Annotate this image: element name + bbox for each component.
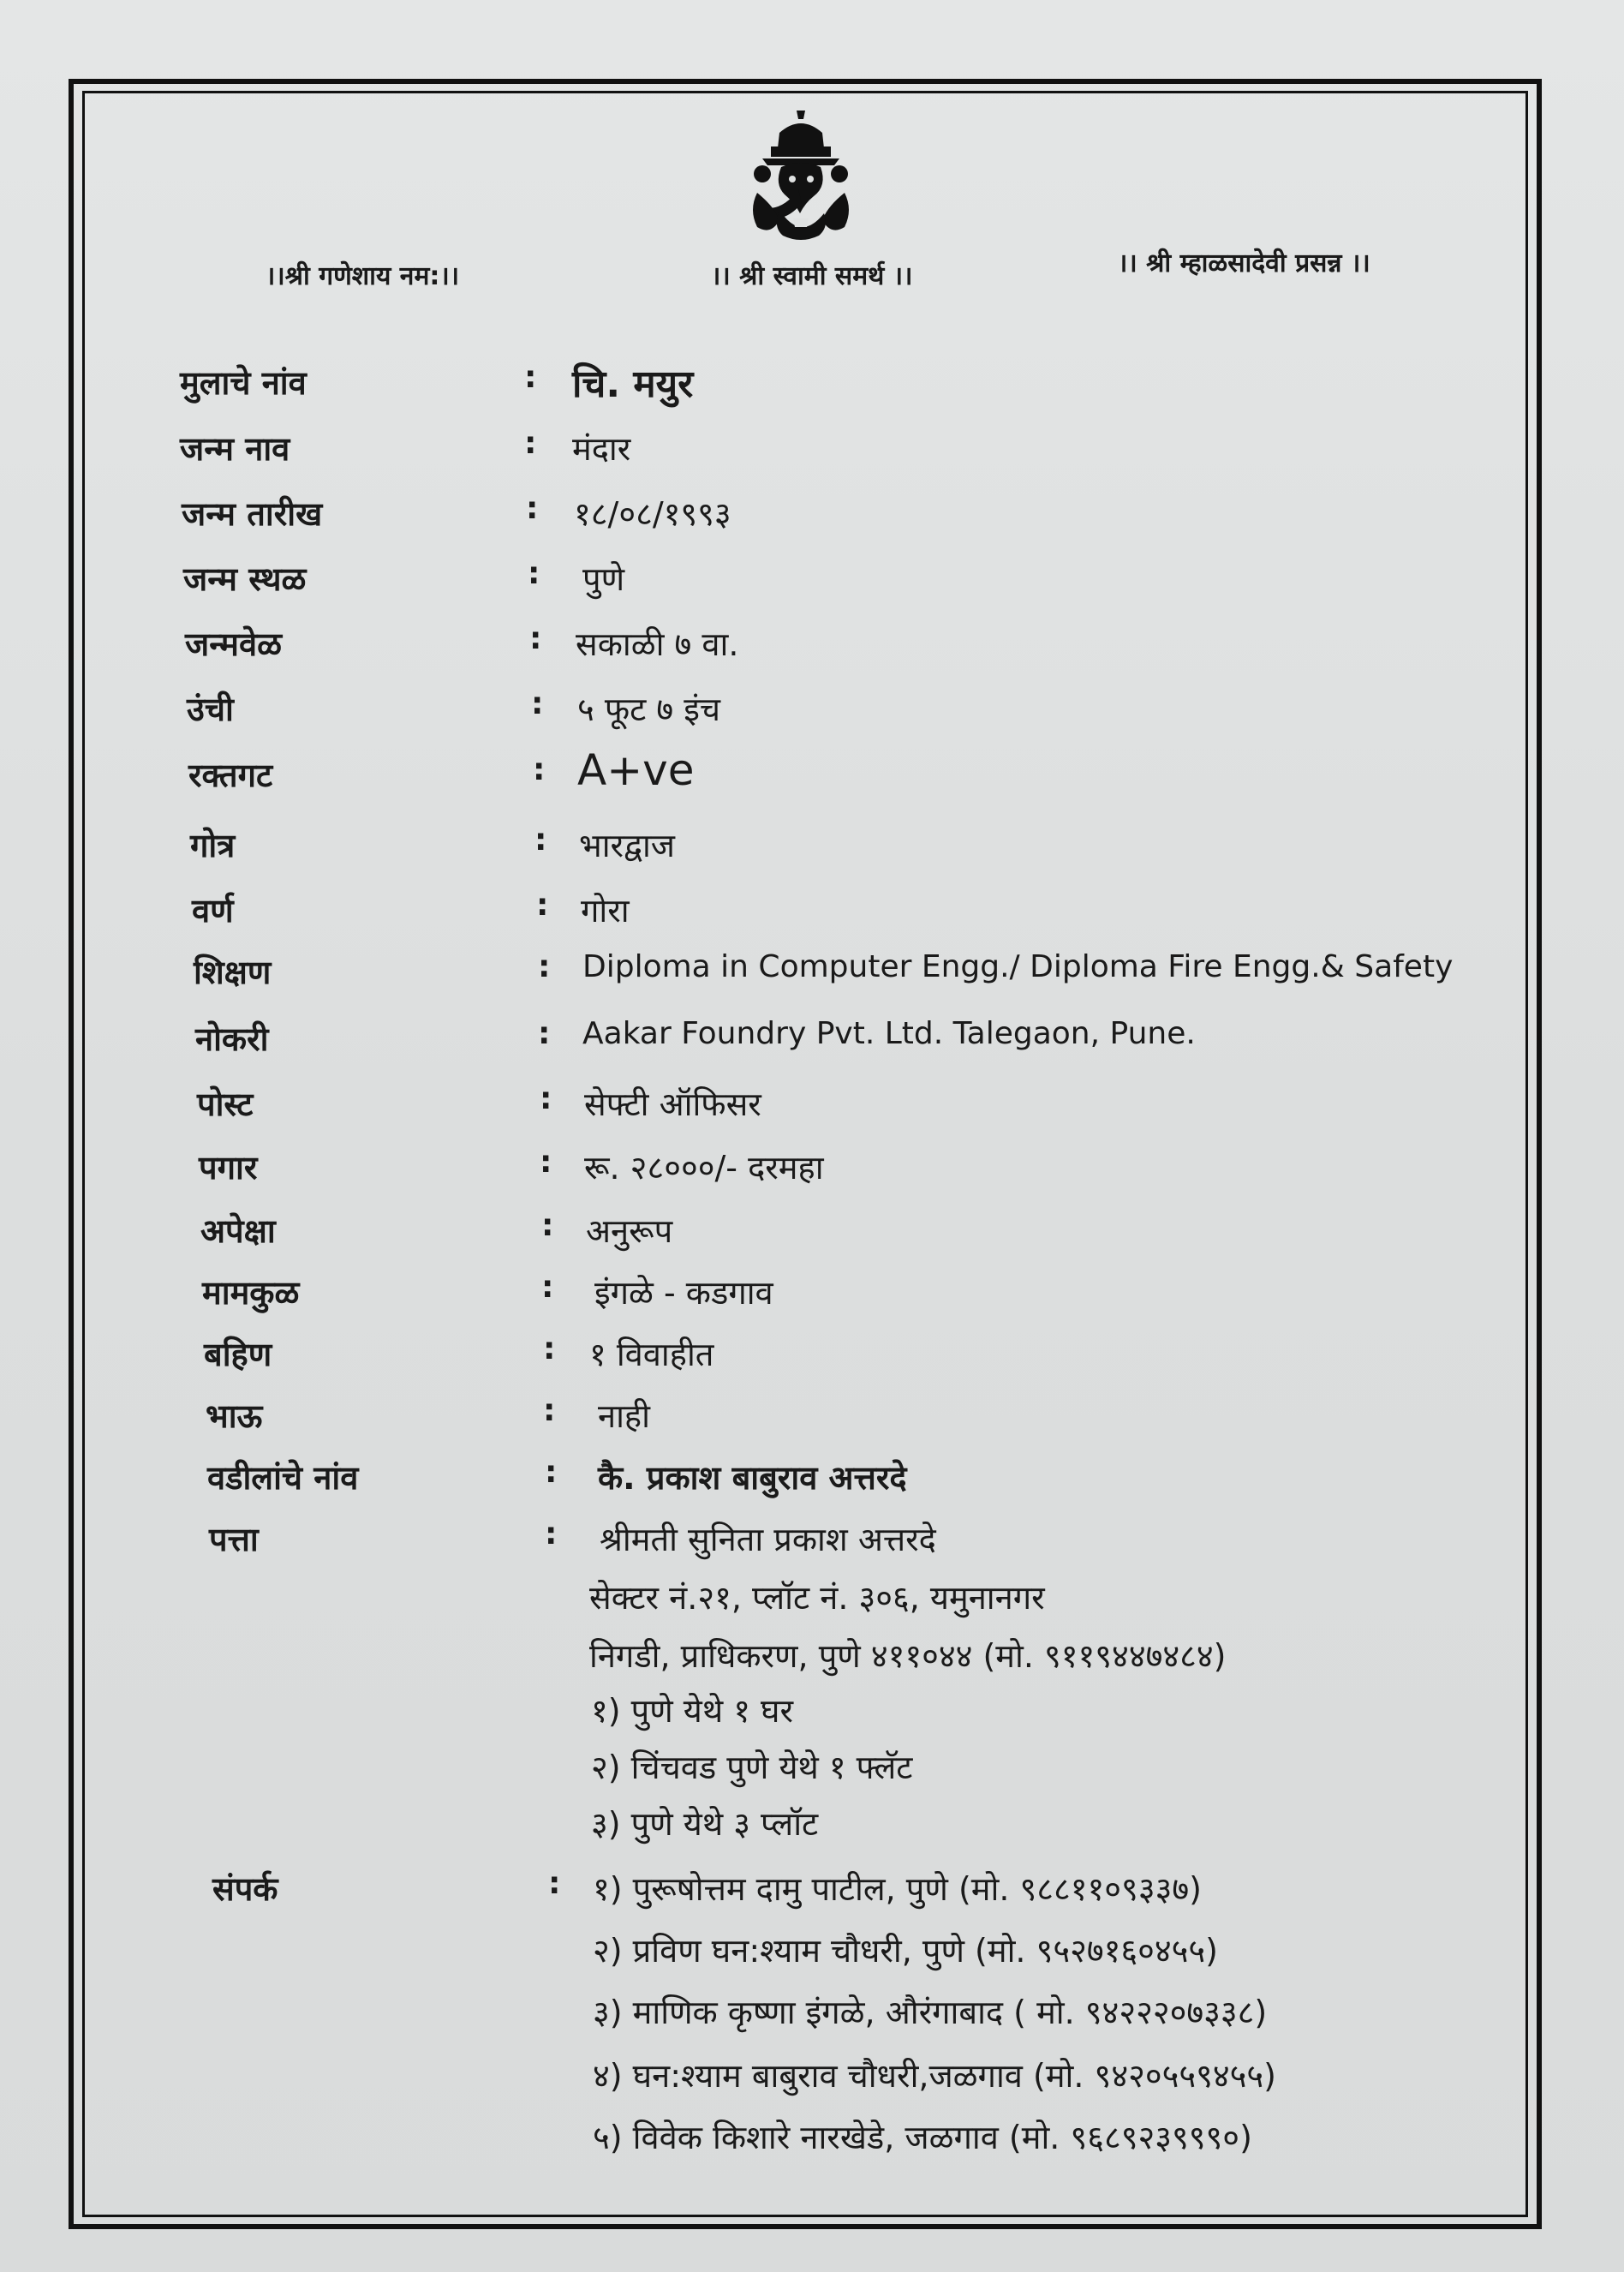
contact-line: ३) माणिक कृष्णा इंगळे, औरंगाबाद ( मो. ९४२२२०७३३८) xyxy=(593,1994,1268,2031)
field-row xyxy=(0,1331,1624,1391)
field-value: इंगळे - कडगाव xyxy=(594,1274,773,1312)
field-value: चि. मयुर xyxy=(572,362,694,406)
field-value: कै. प्रकाश बाबुराव अत्तरदे xyxy=(598,1459,907,1497)
property-line: १) पुणे येथे १ घर xyxy=(591,1692,794,1730)
blessing-swami-samarth: ।। श्री स्वामी समर्थ ।। xyxy=(711,261,913,291)
field-label: जन्म तारीख xyxy=(182,495,323,533)
field-row xyxy=(0,556,1624,616)
contact-line: ४) घन:श्याम बाबुराव चौधरी,जळगाव (मो. ९४२०५५९४५५) xyxy=(593,2057,1276,2095)
field-separator: : xyxy=(545,1516,558,1552)
field-value: Aakar Foundry Pvt. Ltd. Talegaon, Pune. xyxy=(582,1016,1196,1051)
field-row xyxy=(0,1081,1624,1141)
field-row xyxy=(0,621,1624,681)
field-row xyxy=(0,1866,1624,1926)
field-row xyxy=(0,1393,1624,1453)
field-separator: : xyxy=(538,1016,551,1051)
field-separator: : xyxy=(545,1455,558,1490)
field-row xyxy=(0,686,1624,746)
field-value: १) पुरूषोत्तम दामु पाटील, पुणे (मो. ९८८११०९३३७) xyxy=(593,1870,1202,1908)
field-label: पत्ता xyxy=(209,1521,259,1558)
field-label: अपेक्षा xyxy=(200,1212,276,1250)
field-label: जन्म नाव xyxy=(180,430,290,468)
field-row xyxy=(0,491,1624,551)
field-row xyxy=(0,1145,1624,1205)
field-label: बहिण xyxy=(204,1336,272,1373)
field-separator: : xyxy=(526,491,539,526)
field-row xyxy=(0,949,1624,1009)
field-row xyxy=(0,822,1624,882)
field-separator: : xyxy=(524,360,537,395)
field-label: पोस्ट xyxy=(197,1085,254,1123)
field-separator: : xyxy=(531,686,544,721)
field-row xyxy=(0,1455,1624,1515)
field-label: नोकरी xyxy=(195,1020,269,1058)
field-value: Diploma in Computer Engg./ Diploma Fire Engg.& Safety xyxy=(582,949,1454,984)
field-label: पगार xyxy=(199,1149,258,1187)
field-row xyxy=(0,1270,1624,1330)
contact-line: २) प्रविण घन:श्याम चौधरी, पुणे (मो. ९५२७१६०४५५) xyxy=(593,1932,1218,1970)
field-label: मुलाचे नांव xyxy=(180,364,307,402)
field-separator: : xyxy=(529,621,542,656)
field-value: पुणे xyxy=(582,560,625,598)
blessing-mhalsadevi: ।। श्री म्हाळसादेवी प्रसन्न ।। xyxy=(1118,248,1370,278)
field-value: १ विवाहीत xyxy=(589,1336,714,1373)
field-row xyxy=(0,888,1624,948)
field-value: अनुरूप xyxy=(586,1212,673,1250)
field-label: शिक्षण xyxy=(194,954,272,991)
field-separator: : xyxy=(543,1393,556,1428)
address-line: सेक्टर नं.२१, प्लॉट नं. ३०६, यमुनानगर xyxy=(589,1579,1045,1617)
field-separator: : xyxy=(541,1270,554,1305)
field-separator: : xyxy=(534,822,547,858)
field-separator: : xyxy=(543,1331,556,1366)
field-row xyxy=(0,1516,1624,1576)
field-value: रू. २८०००/- दरमहा xyxy=(584,1149,824,1187)
field-row xyxy=(0,1208,1624,1268)
field-value: श्रीमती सुनिता प्रकाश अत्तरदे xyxy=(600,1521,936,1558)
field-label: रक्तगट xyxy=(188,756,273,794)
address-line: निगडी, प्राधिकरण, पुणे ४११०४४ (मो. ९११९४४७४८४) xyxy=(589,1637,1227,1675)
field-separator: : xyxy=(548,1866,561,1901)
field-value: भारद्वाज xyxy=(579,827,675,864)
field-separator: : xyxy=(541,1208,554,1243)
field-value: A+ve xyxy=(577,745,695,795)
field-separator: : xyxy=(540,1145,552,1180)
field-label: जन्मवेळ xyxy=(185,625,283,663)
field-separator: : xyxy=(533,752,546,787)
contact-line: ५) विवेक किशारे नारखेडे, जळगाव (मो. ९६८९२३९९९०) xyxy=(593,2119,1252,2156)
field-separator: : xyxy=(540,1081,552,1116)
field-row xyxy=(0,1016,1624,1076)
field-value: मंदार xyxy=(572,430,631,468)
field-value: ५ फूट ७ इंच xyxy=(577,691,720,728)
field-label: भाऊ xyxy=(206,1397,263,1435)
ganesh-icon xyxy=(745,107,857,244)
field-label: उंची xyxy=(187,691,234,728)
field-row xyxy=(0,426,1624,486)
field-value: गोरा xyxy=(581,892,630,930)
blessing-ganesh: ।।श्री गणेशाय नम:।। xyxy=(266,261,460,291)
field-value: सेफ्टी ऑफिसर xyxy=(584,1085,761,1123)
property-line: ३) पुणे येथे ३ प्लॉट xyxy=(591,1805,819,1843)
field-label: वडीलांचे नांव xyxy=(207,1459,359,1497)
field-separator: : xyxy=(538,949,551,984)
property-line: २) चिंचवड पुणे येथे १ फ्लॅट xyxy=(591,1749,913,1786)
field-label: जन्म स्थळ xyxy=(183,560,307,598)
field-label: गोत्र xyxy=(190,827,236,864)
field-label: मामकुळ xyxy=(202,1274,300,1312)
field-separator: : xyxy=(528,556,540,591)
field-value: १८/०८/१९९३ xyxy=(574,495,731,533)
field-row xyxy=(0,360,1624,420)
field-separator: : xyxy=(536,888,549,923)
field-value: सकाळी ७ वा. xyxy=(576,625,739,663)
field-row xyxy=(0,745,1624,812)
field-label: वर्ण xyxy=(192,892,234,930)
field-label: संपर्क xyxy=(212,1870,278,1908)
field-value: नाही xyxy=(598,1397,650,1435)
field-separator: : xyxy=(524,426,537,461)
